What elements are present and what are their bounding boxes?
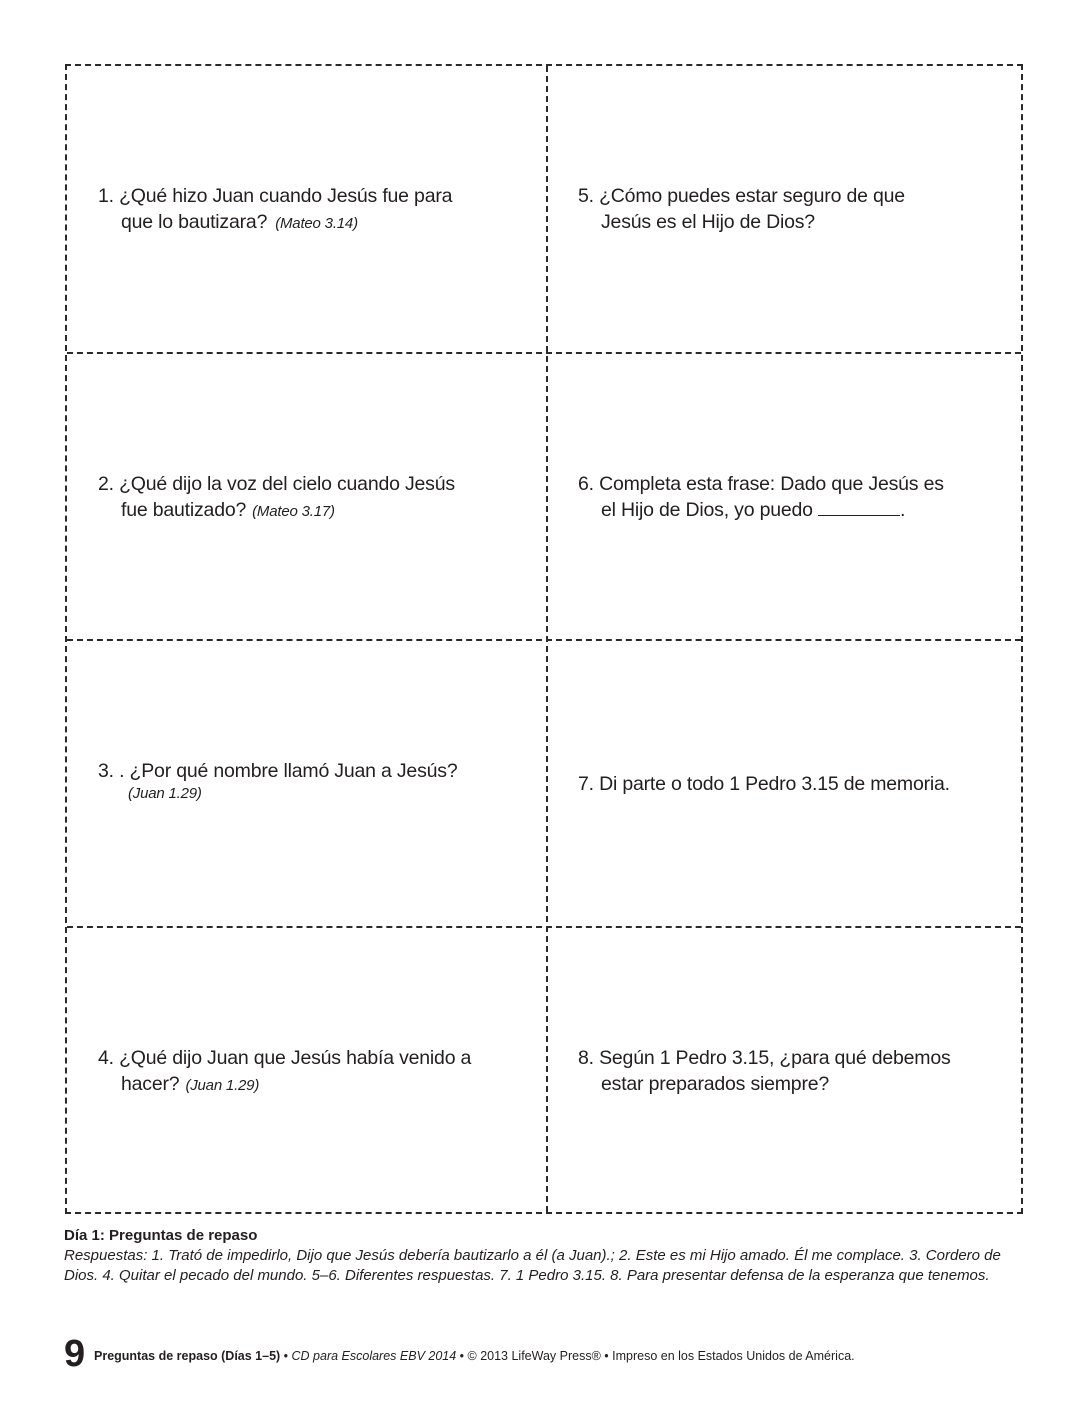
question-card-6 <box>547 353 1025 640</box>
question-cards-grid <box>65 64 1023 1214</box>
page-footer <box>64 1333 1024 1378</box>
question-text: que lo bautizara? <box>121 211 268 233</box>
footer-text <box>94 1349 855 1363</box>
footer-separator: • <box>600 1349 613 1363</box>
question-text: Completa esta frase: Dado que Jesús es <box>599 473 944 495</box>
question-card-4 <box>67 927 545 1214</box>
question-card-3 <box>67 640 545 927</box>
question-text: ¿Cómo puedes estar seguro de que <box>599 185 905 207</box>
question-number: 8. <box>578 1047 594 1069</box>
answer-key-title: Día 1: Preguntas de repaso <box>64 1227 258 1244</box>
footer-product: CD para Escolares EBV 2014 <box>291 1349 457 1363</box>
answer-key <box>64 1226 1024 1286</box>
question-6 <box>578 471 944 523</box>
scripture-reference: (Mateo 3.17) <box>252 503 335 520</box>
footer-copyright: © 2013 LifeWay Press® <box>467 1349 601 1363</box>
question-number: 7. <box>578 773 594 795</box>
question-4 <box>98 1045 471 1099</box>
question-text: Di parte o todo 1 Pedro 3.15 de memoria. <box>599 773 950 795</box>
question-text: Según 1 Pedro 3.15, ¿para qué debemos <box>599 1047 951 1069</box>
footer-section: Preguntas de repaso (Días 1–5) <box>94 1349 281 1363</box>
question-text: ¿Qué dijo Juan que Jesús había venido a <box>119 1047 472 1069</box>
question-7 <box>578 771 950 797</box>
scripture-reference: (Juan 1.29) <box>185 1077 260 1094</box>
question-number: 1. <box>98 185 114 207</box>
question-1 <box>98 183 452 237</box>
scripture-reference: (Mateo 3.14) <box>275 215 358 232</box>
scripture-reference: (Juan 1.29) <box>128 785 202 802</box>
question-card-5 <box>547 66 1025 353</box>
question-2 <box>98 471 455 525</box>
footer-separator: • <box>280 1349 292 1363</box>
question-number: 5. <box>578 185 594 207</box>
footer-printed: Impreso en los Estados Unidos de América. <box>612 1349 855 1363</box>
footer-separator: • <box>456 1349 468 1363</box>
question-card-7 <box>547 640 1025 927</box>
question-text: Jesús es el Hijo de Dios? <box>601 211 815 233</box>
question-8 <box>578 1045 951 1097</box>
fill-in-blank <box>818 497 900 516</box>
question-number: 2. <box>98 473 114 495</box>
question-card-1 <box>67 66 545 353</box>
question-3 <box>98 758 457 804</box>
question-number: 6. <box>578 473 594 495</box>
question-text: . <box>900 499 906 521</box>
question-text: ¿Qué hizo Juan cuando Jesús fue para <box>119 185 453 207</box>
question-text: ¿Por qué nombre llamó Juan a Jesús? <box>129 760 458 782</box>
answer-key-text: Respuestas: 1. Trató de impedirlo, Dijo que Jesús debería bautizarlo a él (a Juan).; 2. Este es mi Hijo amado. Él me complace. 3. Cordero de Dios. 4. Quitar el pecado del mundo. 5–6. Diferentes respuestas. 7. 1 Pedro 3.15. 8. Para presentar defensa de la esperanza que tenemos. <box>64 1247 1001 1284</box>
question-text: ¿Qué dijo la voz del cielo cuando Jesús <box>119 473 455 495</box>
question-card-2 <box>67 353 545 640</box>
question-text: fue bautizado? <box>121 499 247 521</box>
question-card-8 <box>547 927 1025 1214</box>
question-5 <box>578 183 905 235</box>
question-text: el Hijo de Dios, yo puedo <box>601 499 813 521</box>
question-number: 3. . <box>98 760 125 782</box>
question-text: estar preparados siempre? <box>601 1073 830 1095</box>
question-text: hacer? <box>121 1073 180 1095</box>
question-number: 4. <box>98 1047 114 1069</box>
page-number: 9 <box>64 1333 86 1375</box>
